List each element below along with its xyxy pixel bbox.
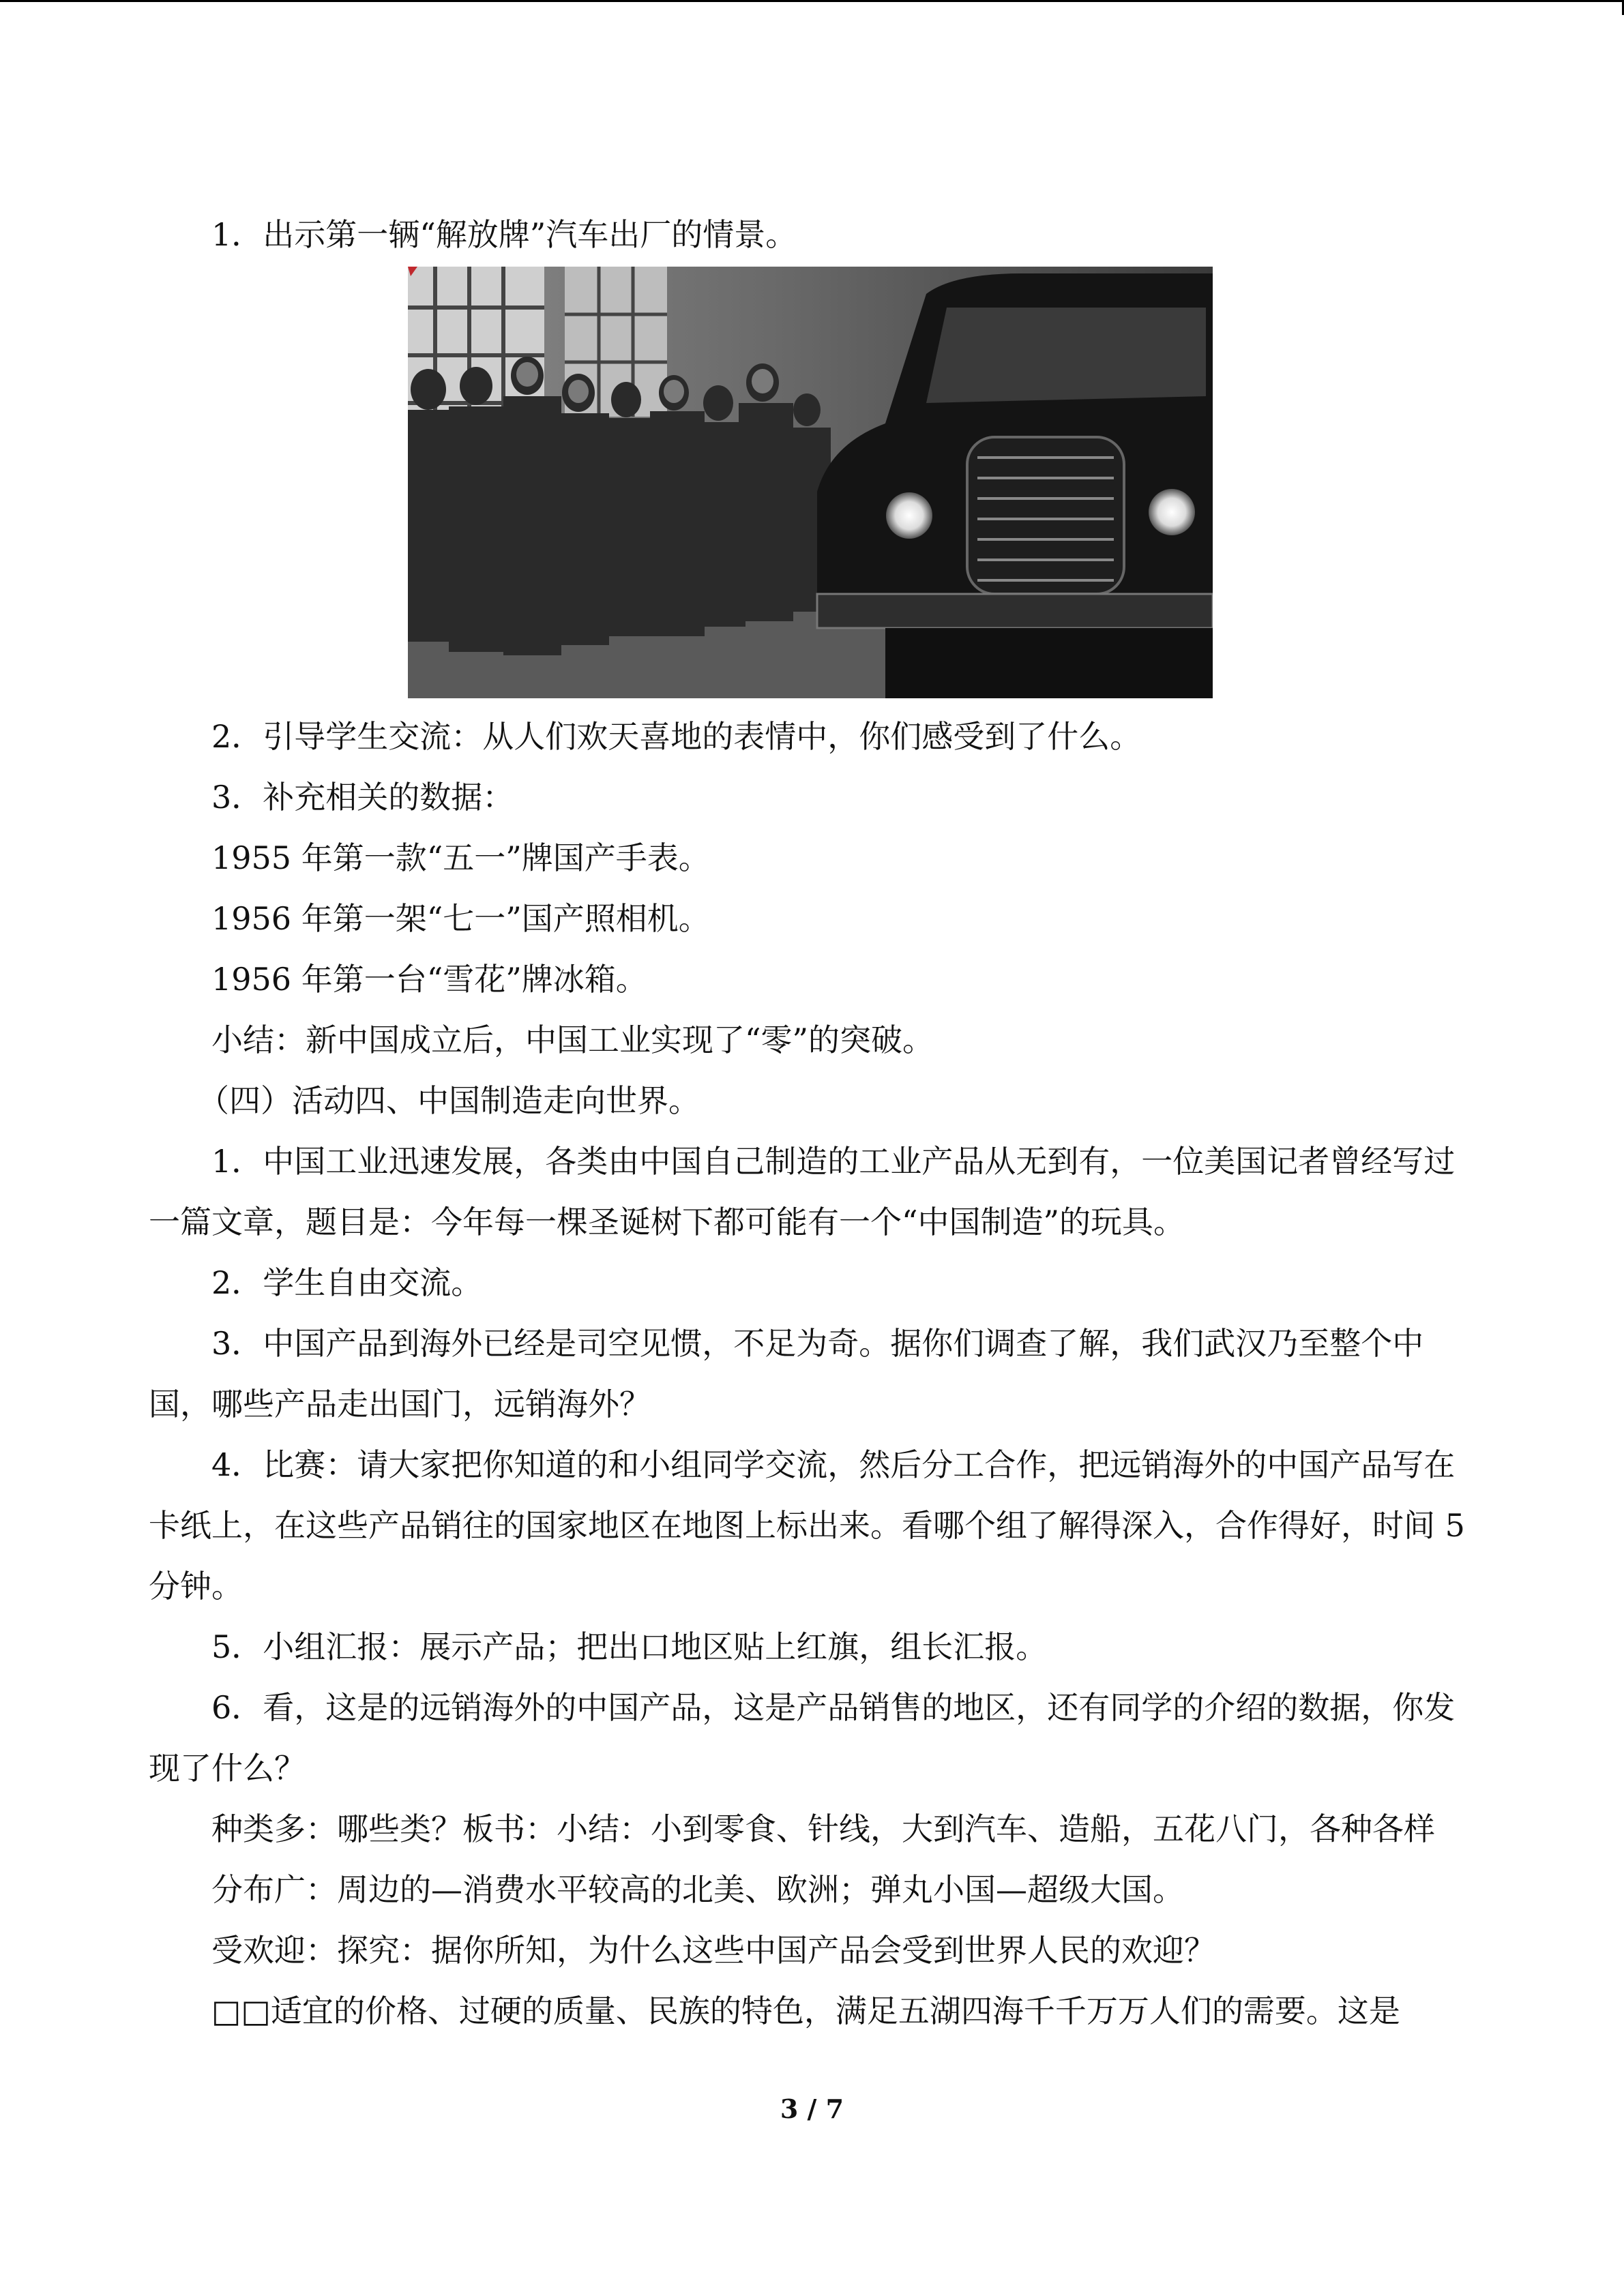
paragraph-15: 分布广：周边的—消费水平较高的北美、欧洲；弹丸小国—超级大国。 xyxy=(211,1871,1184,1908)
jiefang-truck-photo xyxy=(408,267,1213,698)
paragraph-1: 1．出示第一辆“解放牌”汽车出厂的情景。 xyxy=(211,216,797,253)
paragraph-3: 3．补充相关的数据： xyxy=(211,779,514,816)
page-content xyxy=(149,205,1475,2042)
paragraph-14: 种类多：哪些类？板书：小结：小到零食、针线，大到汽车、造船，五花八门，各种各样 xyxy=(211,1810,1435,1847)
paragraph-16: 受欢迎：探究：据你所知，为什么这些中国产品会受到世界人民的欢迎？ xyxy=(211,1932,1215,1969)
paragraph-4: 1955 年第一款“五一”牌国产手表。 xyxy=(211,839,710,876)
paragraph-12: 5．小组汇报：展示产品；把出口地区贴上红旗，组长汇报。 xyxy=(211,1628,1048,1665)
top-border xyxy=(0,0,1624,2)
paragraph-2: 2．引导学生交流：从人们欢天喜地的表情中，你们感受到了什么。 xyxy=(211,718,1142,755)
paragraph-7: 小结：新中国成立后，中国工业实现了“零”的突破。 xyxy=(211,1022,934,1058)
paragraph-5: 1956 年第一架“七一”国产照相机。 xyxy=(211,900,710,937)
page-number: 3 / 7 xyxy=(780,2093,844,2124)
section-heading: （四）活动四、中国制造走向世界。 xyxy=(198,1082,700,1119)
paragraph-9: 2．学生自由交流。 xyxy=(211,1264,483,1301)
paragraph-13: 6．看，这是的远销海外的中国产品，这是产品销售的地区，还有同学的介绍的数据，你发现了什么？ xyxy=(149,1689,1456,1787)
paragraph-6: 1956 年第一台“雪花”牌冰箱。 xyxy=(211,961,647,998)
paragraph-8: 1．中国工业迅速发展，各类由中国自己制造的工业产品从无到有，一位美国记者曾经写过一篇文章，题目是：今年每一棵圣诞树下都可能有一个“中国制造”的玩具。 xyxy=(149,1143,1456,1240)
paragraph-17: □□适宜的价格、过硬的质量、民族的特色，满足五湖四海千千万万人们的需要。这是 xyxy=(211,1993,1400,2029)
paragraph-10: 3．中国产品到海外已经是司空见惯，不足为奇。据你们调查了解，我们武汉乃至整个中国，哪些产品走出国门，远销海外？ xyxy=(149,1325,1424,1422)
paragraph-11: 4．比赛：请大家把你知道的和小组同学交流，然后分工合作，把远销海外的中国产品写在卡纸上，在这些产品销往的国家地区在地图上标出来。看哪个组了解得深入，合作得好，时间 5 分钟。 xyxy=(149,1446,1465,1605)
